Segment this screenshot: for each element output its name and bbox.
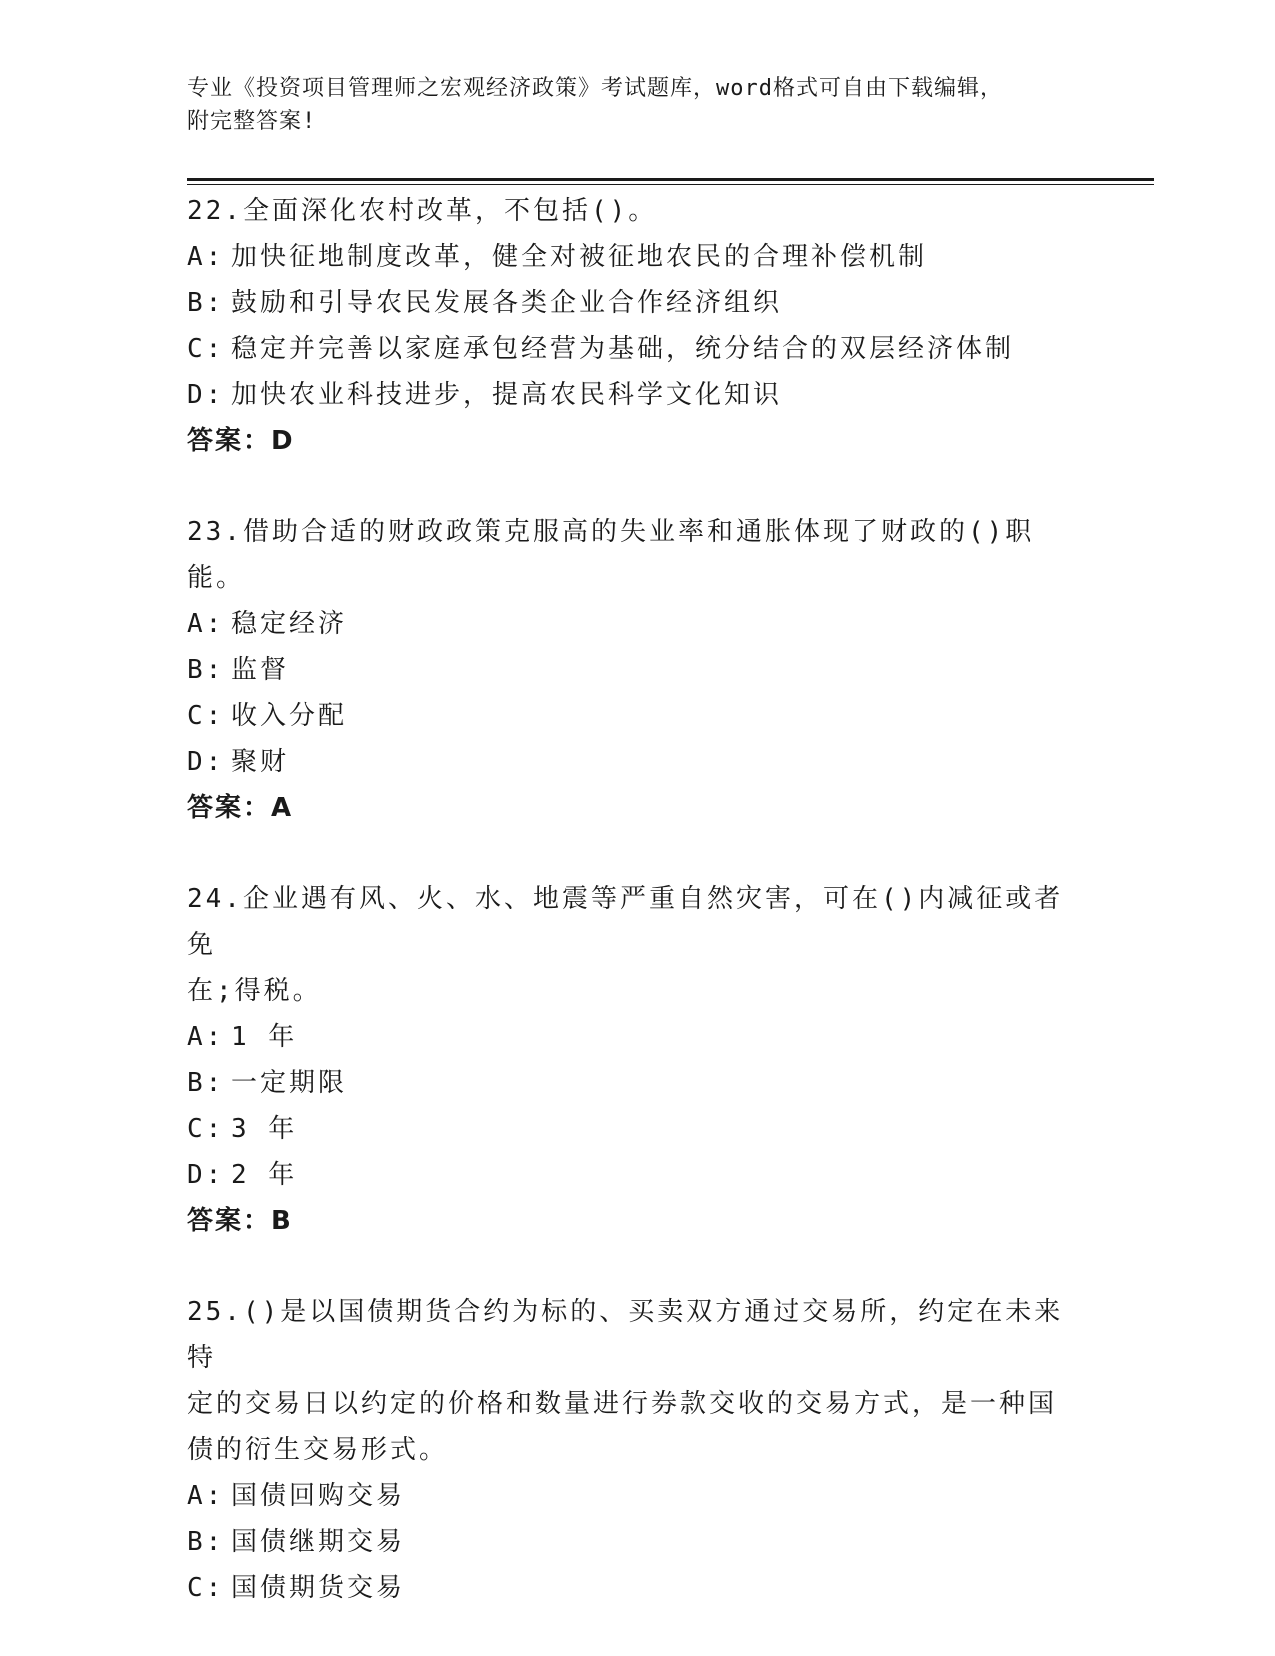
question-stem: 在;得税。 xyxy=(187,976,322,1006)
option-row xyxy=(187,1014,1087,1060)
option-key: A: xyxy=(187,1022,225,1052)
option-text: 国债继期交易 xyxy=(231,1527,406,1557)
question-stem: 22.全面深化农村改革，不包括()。 xyxy=(187,196,658,226)
option-text: 国债期货交易 xyxy=(231,1573,406,1603)
option-text: 聚财 xyxy=(231,747,290,777)
answer-line: 答案：D xyxy=(187,426,295,456)
option-key: D: xyxy=(187,380,225,410)
option-key: D: xyxy=(187,1160,225,1190)
question-block xyxy=(187,1289,1087,1611)
option-key: B: xyxy=(187,1527,225,1557)
question-stem: 债的衍生交易形式。 xyxy=(187,1435,449,1465)
answer-line: 答案：A xyxy=(187,793,294,823)
option-text: 监督 xyxy=(231,655,290,685)
document-header xyxy=(187,72,1107,138)
option-text: 一定期限 xyxy=(231,1068,348,1098)
option-key: B: xyxy=(187,655,225,685)
option-row xyxy=(187,1060,1087,1106)
answer-line: 答案：B xyxy=(187,1206,293,1236)
question-block xyxy=(187,509,1087,831)
question-stem: 23.借助合适的财政政策克服高的失业率和通胀体现了财政的()职能。 xyxy=(187,517,1035,593)
option-row xyxy=(187,693,1087,739)
option-row xyxy=(187,647,1087,693)
option-text: 1 年 xyxy=(231,1022,298,1052)
question-block xyxy=(187,188,1087,464)
option-key: D: xyxy=(187,747,225,777)
option-text: 加快农业科技进步，提高农民科学文化知识 xyxy=(231,380,783,410)
option-key: B: xyxy=(187,1068,225,1098)
option-key: C: xyxy=(187,1114,225,1144)
option-text: 3 年 xyxy=(231,1114,298,1144)
option-text: 收入分配 xyxy=(231,701,348,731)
question-stem: 24.企业遇有风、火、水、地震等严重自然灾害，可在()内减征或者免 xyxy=(187,884,1064,960)
option-row xyxy=(187,1106,1087,1152)
option-row xyxy=(187,1519,1087,1565)
header-divider-thick xyxy=(187,178,1154,181)
option-text: 稳定经济 xyxy=(231,609,348,639)
question-list xyxy=(187,188,1087,1656)
question-stem: 25.()是以国债期货合约为标的、买卖双方通过交易所，约定在未来特 xyxy=(187,1297,1064,1373)
question-block xyxy=(187,876,1087,1244)
question-stem: 定的交易日以约定的价格和数量进行券款交收的交易方式，是一种国 xyxy=(187,1389,1058,1419)
option-text: 加快征地制度改革，健全对被征地农民的合理补偿机制 xyxy=(231,242,928,272)
header-line-1: 专业《投资项目管理师之宏观经济政策》考试题库，word格式可自由下载编辑， xyxy=(187,76,1003,101)
option-key: A: xyxy=(187,609,225,639)
option-text: 鼓励和引导农民发展各类企业合作经济组织 xyxy=(231,288,783,318)
option-row xyxy=(187,601,1087,647)
option-key: A: xyxy=(187,1481,225,1511)
header-line-2: 附完整答案! xyxy=(187,109,317,134)
option-text: 2 年 xyxy=(231,1160,298,1190)
option-row xyxy=(187,739,1087,785)
option-row xyxy=(187,1152,1087,1198)
option-key: B: xyxy=(187,288,225,318)
option-text: 国债回购交易 xyxy=(231,1481,406,1511)
option-row xyxy=(187,1565,1087,1611)
option-key: C: xyxy=(187,1573,225,1603)
option-text: 稳定并完善以家庭承包经营为基础，统分结合的双层经济体制 xyxy=(231,334,1015,364)
option-row xyxy=(187,234,1087,280)
option-key: C: xyxy=(187,334,225,364)
option-row xyxy=(187,1473,1087,1519)
option-key: C: xyxy=(187,701,225,731)
header-divider-thin xyxy=(187,184,1154,185)
option-row xyxy=(187,280,1087,326)
option-row xyxy=(187,372,1087,418)
option-row xyxy=(187,326,1087,372)
option-key: A: xyxy=(187,242,225,272)
